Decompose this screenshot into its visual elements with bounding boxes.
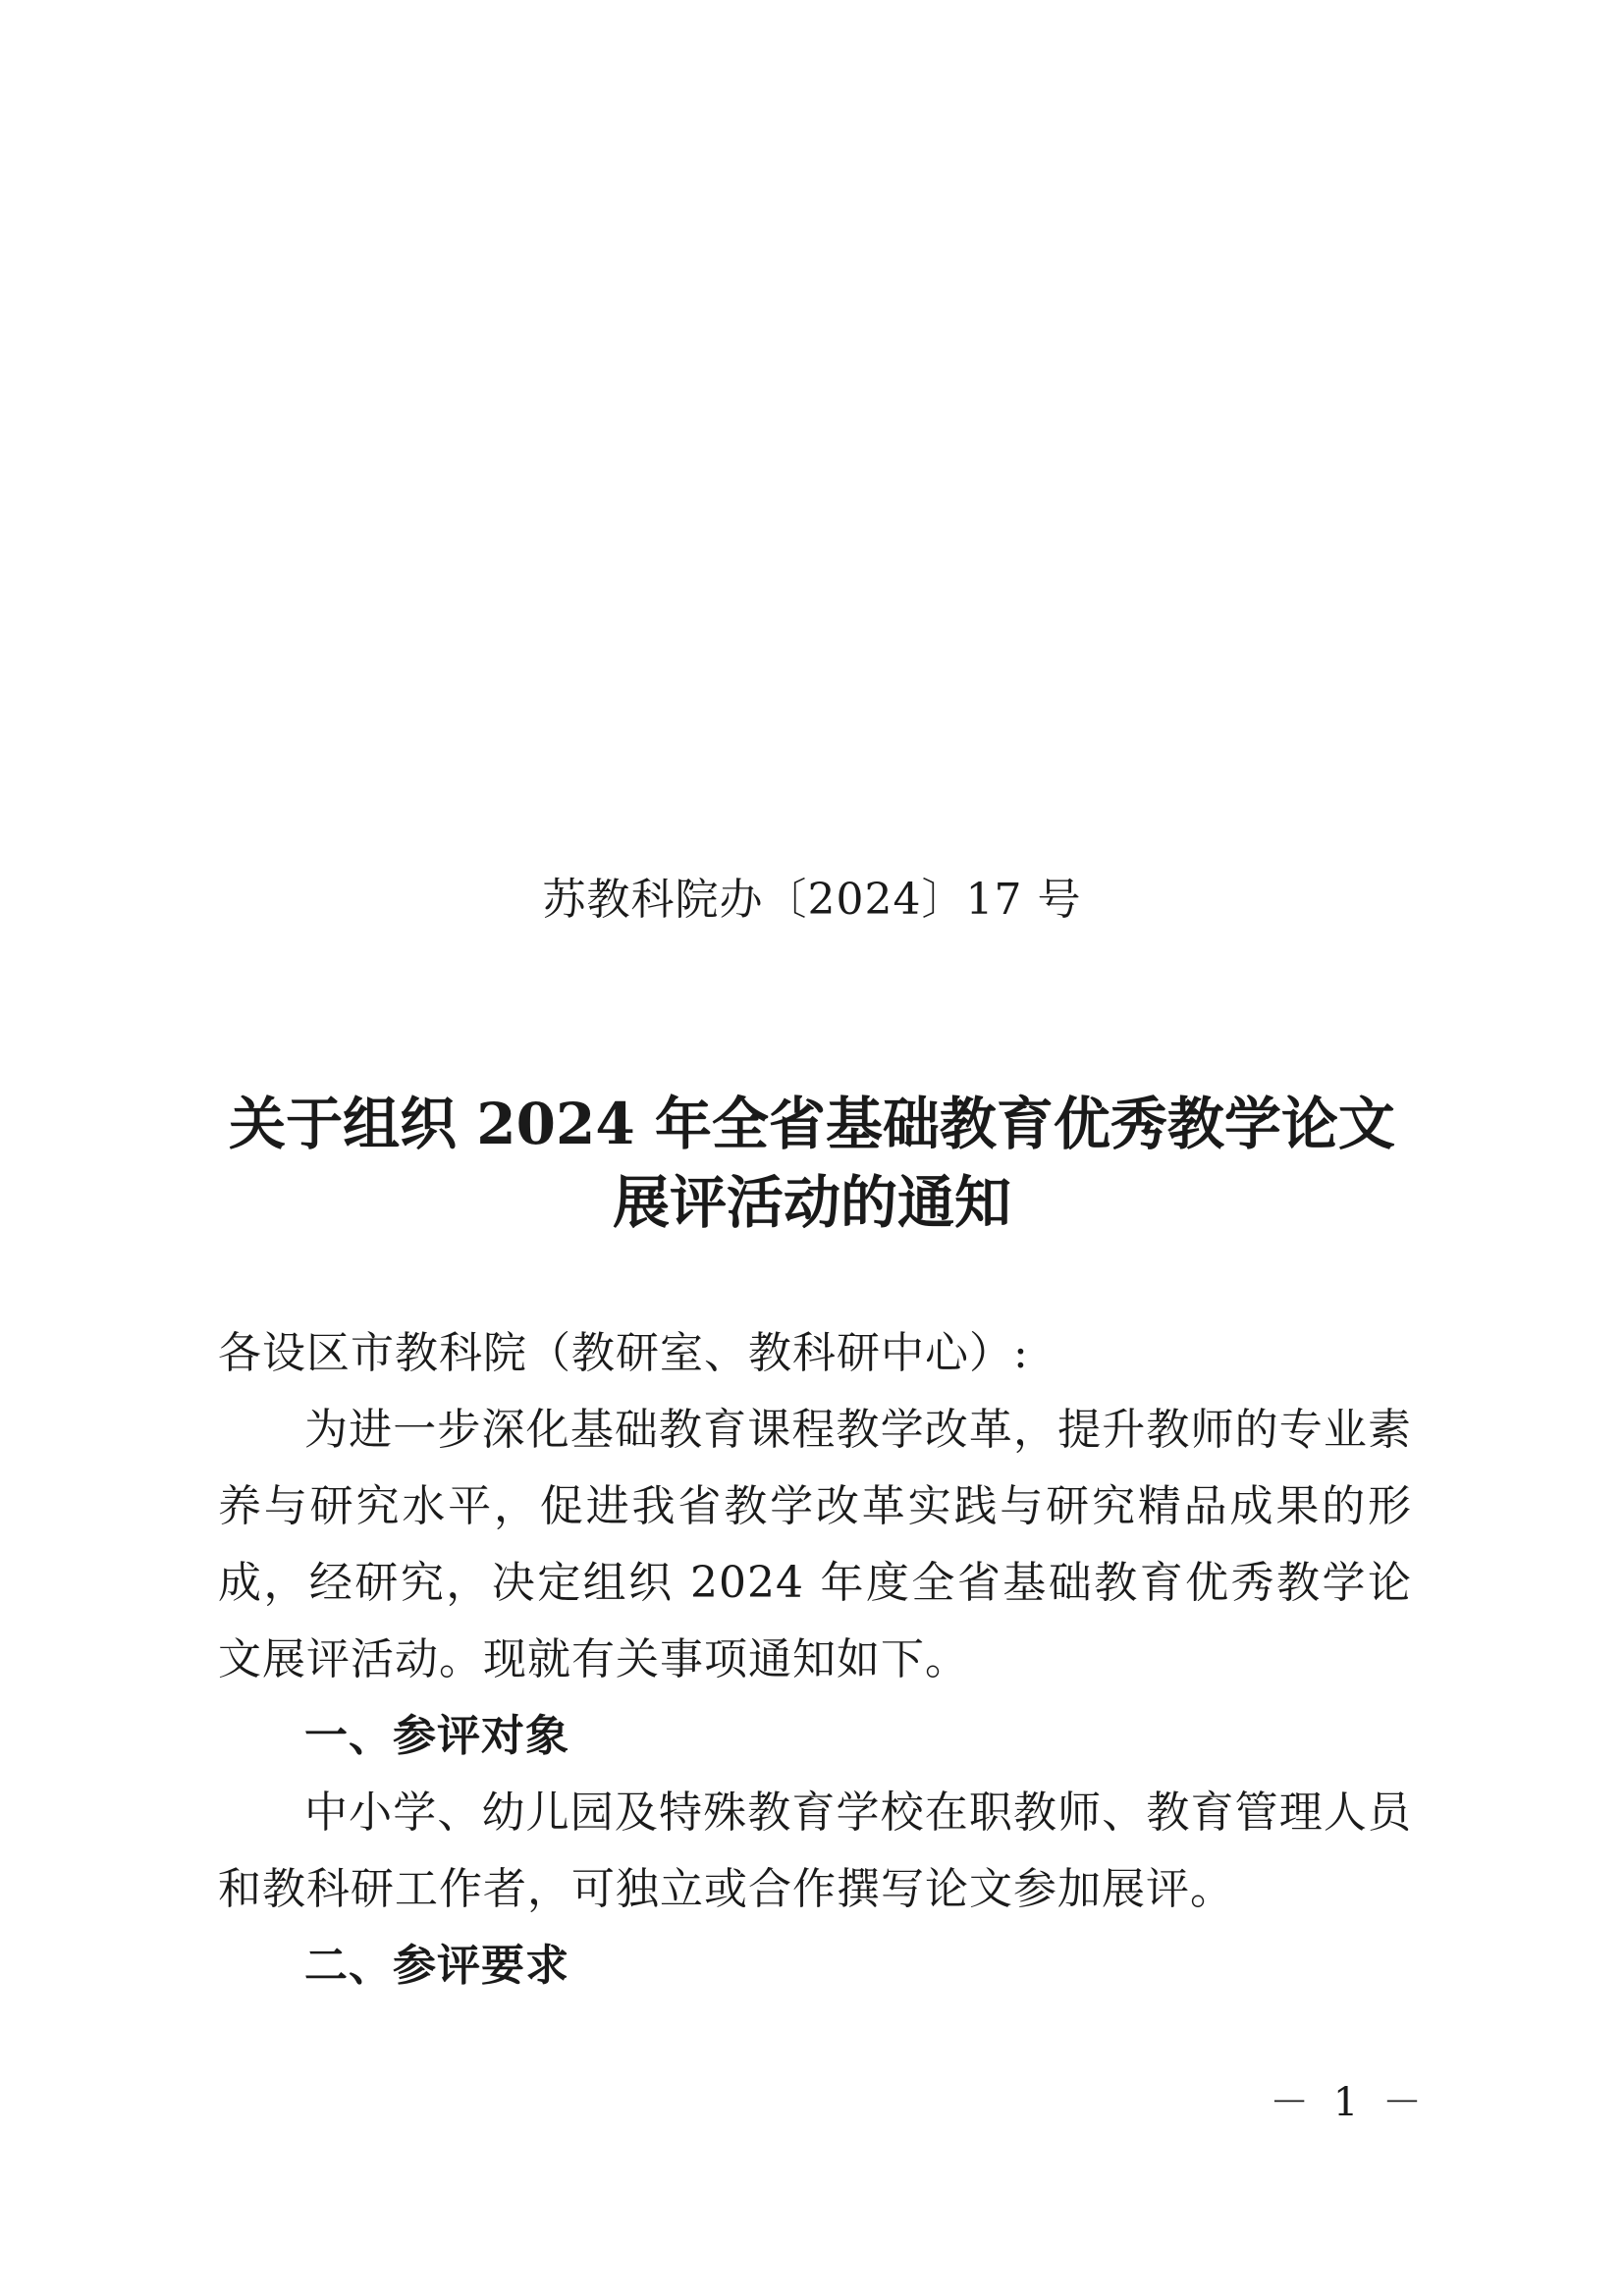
intro-paragraph: 为进一步深化基础教育课程教学改革，提升教师的专业素养与研究水平，促进我省教学改革实践与研究精品成果的形成，经研究，决定组织 2024 年度全省基础教育优秀教学论文展评活动。现就有关事项通知如下。 xyxy=(218,1405,1412,1684)
page-number: － 1 － xyxy=(1270,2080,1428,2125)
document-title xyxy=(0,1085,1624,1242)
title-line-1: 关于组织 2024 年全省基础教育优秀教学论文 xyxy=(229,1091,1395,1157)
salutation: 各设区市教科院（教研室、教科研中心）: xyxy=(218,1328,1029,1378)
title-line-2: 展评活动的通知 xyxy=(612,1169,1011,1236)
section-heading-2: 二、参评要求 xyxy=(304,1941,569,1991)
section-heading-1: 一、参评对象 xyxy=(304,1711,569,1761)
document-body xyxy=(218,1315,1412,2004)
document-number: 苏教科院办〔2024〕17 号 xyxy=(542,875,1082,925)
section-1-paragraph: 中小学、幼儿园及特殊教育学校在职教师、教育管理人员和教科研工作者，可独立或合作撰写论文参加展评。 xyxy=(218,1788,1412,1914)
